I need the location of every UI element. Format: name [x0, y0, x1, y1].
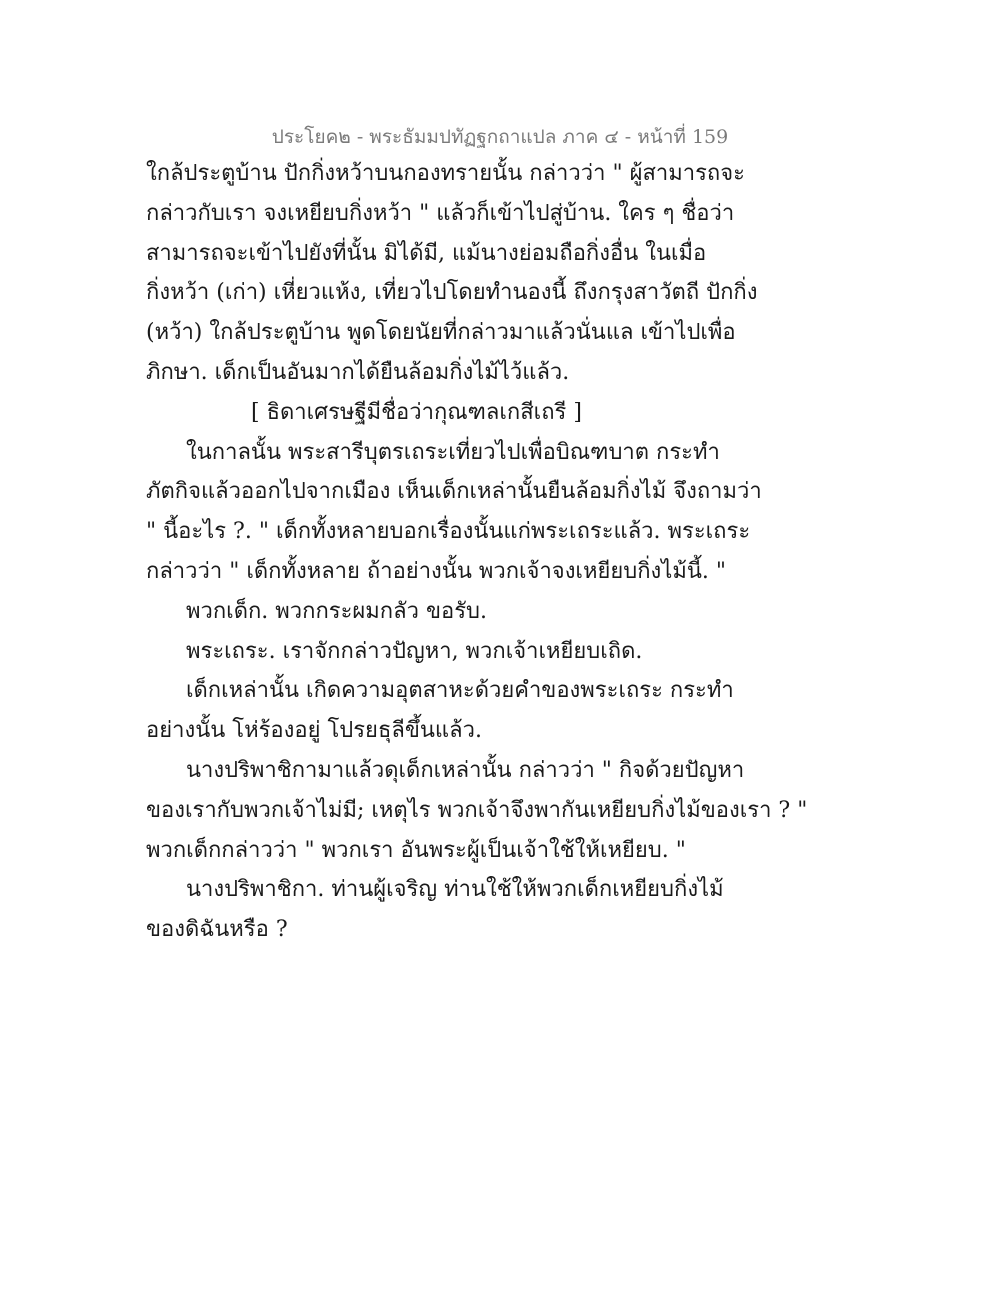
- text-line: กล่าวว่า " เด็กทั้งหลาย ถ้าอย่างนั้น พวกเจ้าจงเหยียบกิ่งไม้นี้. ": [146, 558, 726, 584]
- text-line: " นี้อะไร ?. " เด็กทั้งหลายบอกเรื่องนั้นแก่พระเถระแล้ว. พระเถระ: [146, 519, 751, 545]
- text-line: กล่าวกับเรา จงเหยียบกิ่งหว้า " แล้วก็เข้าไปสู่บ้าน. ใคร ๆ ชื่อว่า: [146, 200, 735, 226]
- text-line: กิ่งหว้า (เก่า) เหี่ยวแห้ง, เที่ยวไปโดยทำนองนี้ ถึงกรุงสาวัตถี ปักกิ่ง: [146, 280, 758, 306]
- text-line: (หว้า) ใกล้ประตูบ้าน พูดโดยนัยที่กล่าวมาแล้วนั่นแล เข้าไปเพื่อ: [146, 320, 736, 346]
- paragraph-start: ในกาลนั้น พระสารีบุตรเถระเที่ยวไปเพื่อบิณฑบาต กระทำ: [186, 439, 720, 465]
- text-line: ของเรากับพวกเจ้าไม่มี; เหตุไร พวกเจ้าจึงพากันเหยียบกิ่งไม้ของเรา ? ": [146, 797, 808, 823]
- text-line: ภิกษา. เด็กเป็นอันมากได้ยืนล้อมกิ่งไม้ไว้แล้ว.: [146, 359, 570, 385]
- text-line: พวกเด็กกล่าวว่า " พวกเรา อันพระผู้เป็นเจ้าใช้ให้เหยียบ. ": [146, 837, 686, 863]
- document-body: [146, 154, 866, 950]
- dialogue-line: พระเถระ. เราจักกล่าวปัญหา, พวกเจ้าเหยียบเถิด.: [186, 638, 643, 664]
- paragraph-start: เด็กเหล่านั้น เกิดความอุตสาหะด้วยคำของพระเถระ กระทำ: [186, 678, 734, 704]
- dialogue-line: นางปริพาชิกา. ท่านผู้เจริญ ท่านใช้ให้พวกเด็กเหยียบกิ่งไม้: [186, 877, 724, 903]
- text-line: ภัตกิจแล้วออกไปจากเมือง เห็นเด็กเหล่านั้นยืนล้อมกิ่งไม้ จึงถามว่า: [146, 479, 762, 505]
- text-line: อย่างนั้น โห่ร้องอยู่ โปรยธุลีขึ้นแล้ว.: [146, 718, 482, 744]
- paragraph-start: นางปริพาชิกามาแล้วดุเด็กเหล่านั้น กล่าวว่า " กิจด้วยปัญหา: [186, 757, 745, 783]
- text-line: ใกล้ประตูบ้าน ปักกิ่งหว้าบนกองทรายนั้น กล่าวว่า " ผู้สามารถจะ: [146, 161, 745, 186]
- section-heading: [ ธิดาเศรษฐีมีชื่อว่ากุณฑลเกสีเถรี ]: [251, 399, 582, 425]
- dialogue-line: พวกเด็ก. พวกกระผมกลัว ขอรับ.: [186, 598, 487, 624]
- text-line: ของดิฉันหรือ ?: [146, 917, 288, 943]
- running-header: ประโยค๒ - พระธัมมปทัฏฐกถาแปล ภาค ๔ - หน้าที่ 159: [271, 126, 729, 148]
- text-line: สามารถจะเข้าไปยังที่นั้น มิได้มี, แม้นางย่อมถือกิ่งอื่น ในเมื่อ: [146, 240, 707, 266]
